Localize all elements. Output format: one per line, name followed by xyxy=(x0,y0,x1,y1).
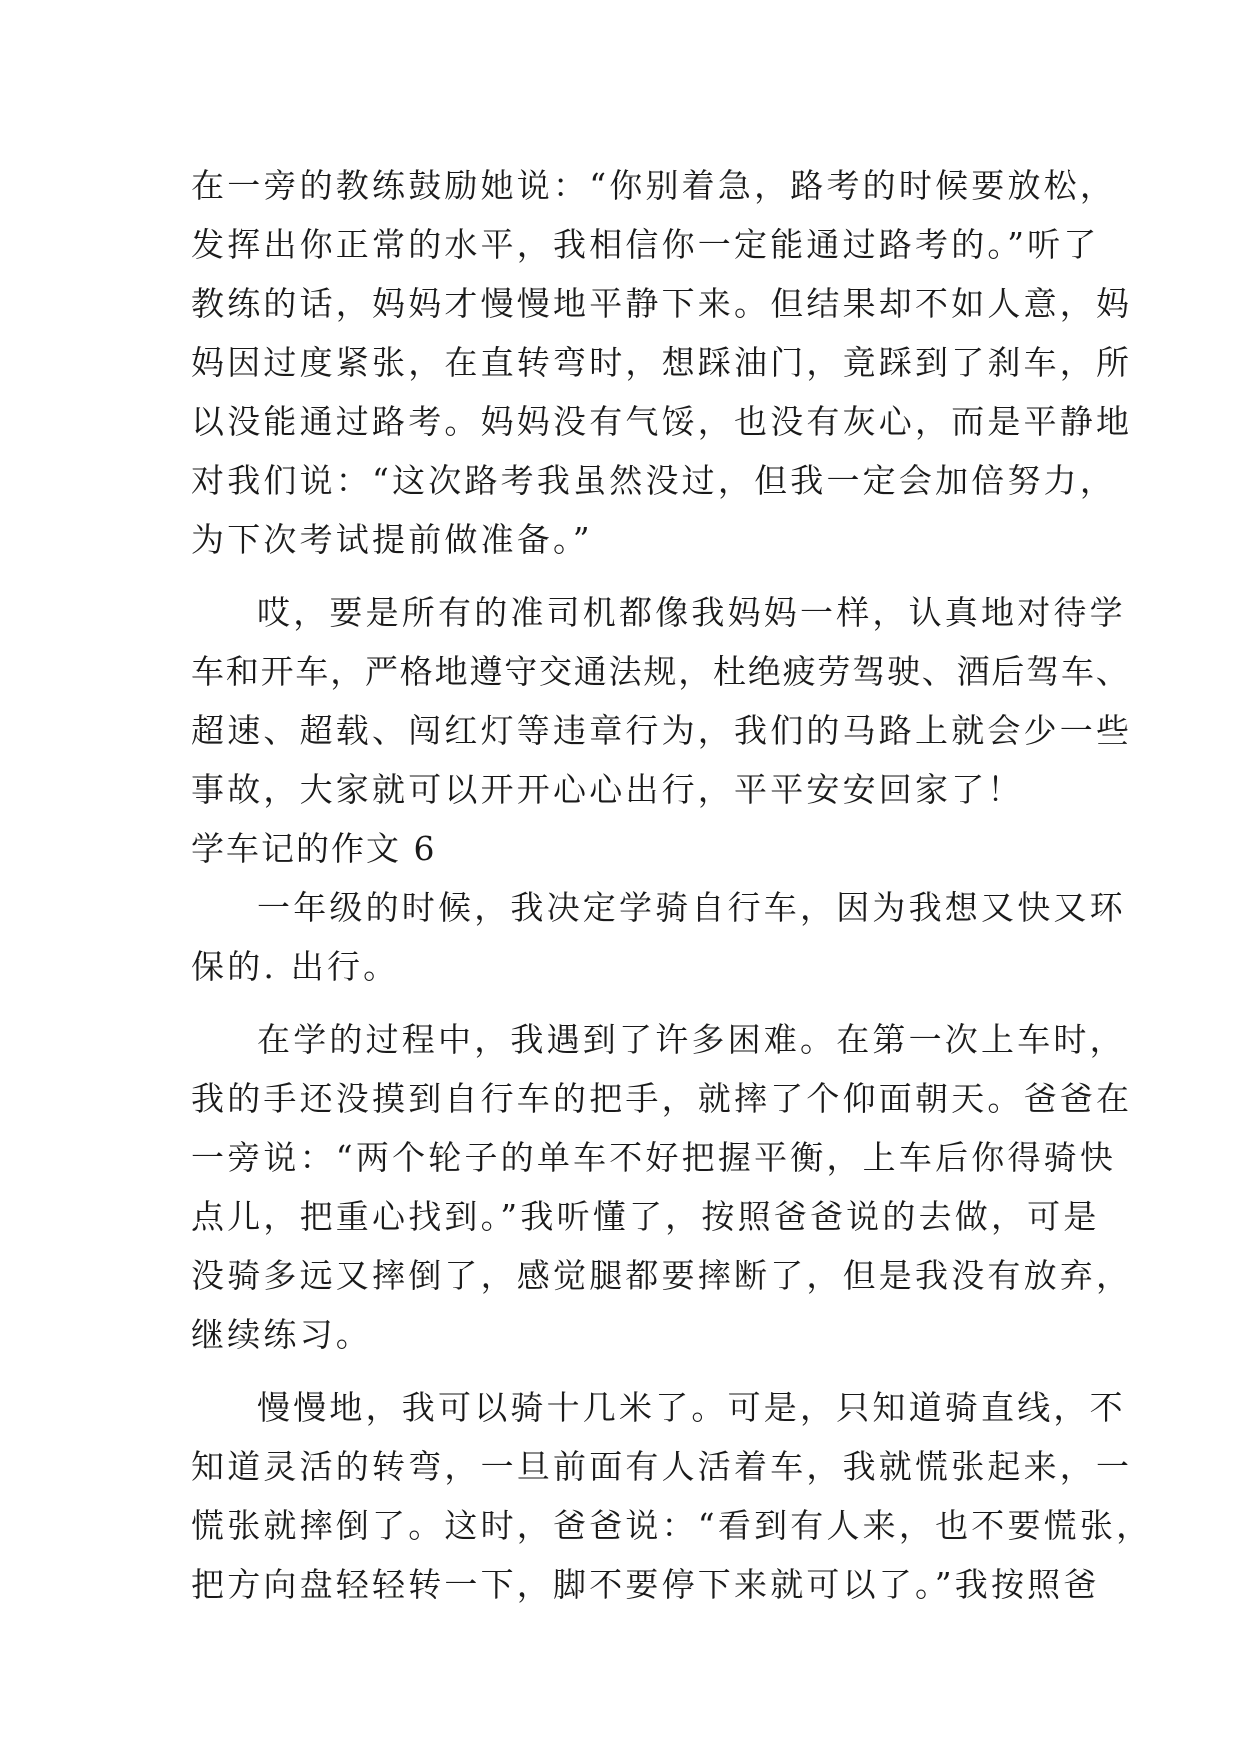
text-line: 哎，要是所有的准司机都像我妈妈一样，认真地对待学 xyxy=(257,593,1126,632)
paragraph-gap xyxy=(191,569,1051,583)
paragraph-gap xyxy=(191,996,1051,1010)
text-line: 继续练习。 xyxy=(191,1315,372,1354)
text-line: 知道灵活的转弯，一旦前面有人活着车，我就慌张起来，一 xyxy=(191,1447,1133,1486)
text-line: 车和开车，严格地遵守交通法规，杜绝疲劳驾驶、酒后驾车、 xyxy=(191,652,1131,691)
text-line: 保的. 出行。 xyxy=(191,947,400,986)
text-line: 我的手还没摸到自行车的把手，就摔了个仰面朝天。爸爸在 xyxy=(191,1079,1133,1118)
paragraph-gap xyxy=(191,1364,1051,1378)
text-line: 对我们说：“这次路考我虽然没过，但我一定会加倍努力， xyxy=(191,461,1117,500)
text-line: 妈因过度紧张，在直转弯时，想踩油门，竟踩到了刹车，所 xyxy=(191,343,1133,382)
text-line: 以没能通过路考。妈妈没有气馁，也没有灰心，而是平静地 xyxy=(191,402,1133,441)
text-line: 一年级的时候，我决定学骑自行车，因为我想又快又环 xyxy=(257,888,1126,927)
document-body xyxy=(191,156,1153,1614)
text-line: 在一旁的教练鼓励她说：“你别着急，路考的时候要放松， xyxy=(191,166,1117,205)
text-line: 教练的话，妈妈才慢慢地平静下来。但结果却不如人意，妈 xyxy=(191,284,1133,323)
text-line: 把方向盘轻轻转一下，脚不要停下来就可以了。”我按照爸 xyxy=(191,1565,1100,1604)
text-line: 没骑多远又摔倒了，感觉腿都要摔断了，但是我没有放弃， xyxy=(191,1256,1133,1295)
text-line: 在学的过程中，我遇到了许多困难。在第一次上车时， xyxy=(257,1020,1126,1059)
text-line: 超速、超载、闯红灯等违章行为，我们的马路上就会少一些 xyxy=(191,711,1133,750)
text-line: 为下次考试提前做准备。” xyxy=(191,520,593,559)
text-line: 发挥出你正常的水平，我相信你一定能通过路考的。”听了 xyxy=(191,225,1100,264)
text-line: 慢慢地，我可以骑十几米了。可是，只知道骑直线，不 xyxy=(257,1388,1126,1427)
text-line: 一旁说：“两个轮子的单车不好把握平衡，上车后你得骑快 xyxy=(191,1138,1117,1177)
text-line: 慌张就摔倒了。这时，爸爸说：“看到有人来，也不要慌张， xyxy=(191,1506,1153,1545)
text-line: 事故，大家就可以开开心心出行，平平安安回家了！ xyxy=(191,770,1024,809)
text-line: 点儿，把重心找到。”我听懂了，按照爸爸说的去做，可是 xyxy=(191,1197,1100,1236)
section-heading: 学车记的作文 6 xyxy=(191,829,437,868)
